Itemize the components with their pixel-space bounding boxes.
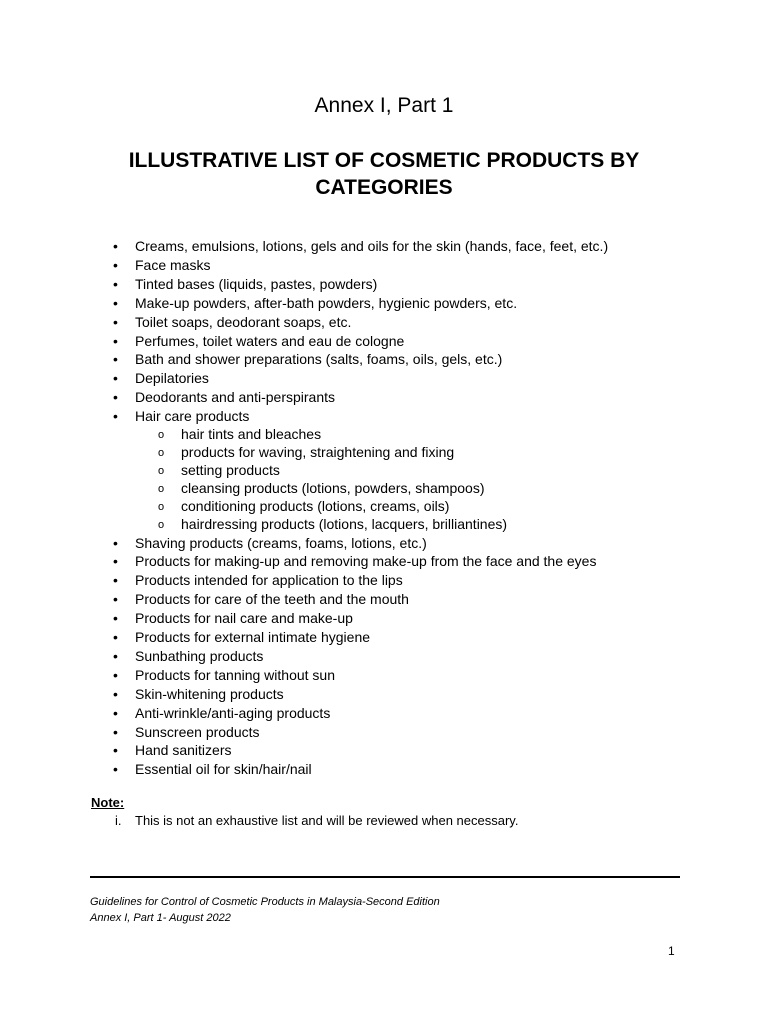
list-item: • Creams, emulsions, lotions, gels and oils for the skin (hands, face, feet, etc.) (110, 237, 608, 256)
list-item: • Deodorants and anti-perspirants (110, 388, 608, 407)
note-label: Note: (91, 795, 125, 810)
list-item: • Products for care of the teeth and the mouth (110, 590, 608, 609)
list-item: • Products intended for application to the lips (110, 571, 608, 590)
cosmetic-category-list (110, 237, 608, 779)
note-text: This is not an exhaustive list and will be reviewed when necessary. (135, 813, 519, 828)
list-item: • Perfumes, toilet waters and eau de cologne (110, 332, 608, 351)
hair-care-sublist (135, 426, 608, 533)
footer-document-title: Guidelines for Control of Cosmetic Products in Malaysia-Second Edition (90, 896, 440, 908)
list-item: • Bath and shower preparations (salts, foams, oils, gels, etc.) (110, 350, 608, 369)
list-item: • Shaving products (creams, foams, lotions, etc.) (110, 534, 608, 553)
sub-list-item: o hairdressing products (lotions, lacquers, brilliantines) (135, 516, 608, 534)
list-item: • Products for tanning without sun (110, 666, 608, 685)
list-item: • Products for external intimate hygiene (110, 628, 608, 647)
list-item: • Make-up powders, after-bath powders, hygienic powders, etc. (110, 294, 608, 313)
list-item: • Depilatories (110, 369, 608, 388)
sub-list-item: o cleansing products (lotions, powders, shampoos) (135, 480, 608, 498)
sub-list-item: o products for waving, straightening and fixing (135, 444, 608, 462)
list-item: • Face masks (110, 256, 608, 275)
list-item: • Products for nail care and make-up (110, 609, 608, 628)
sub-list-item: o conditioning products (lotions, creams, oils) (135, 498, 608, 516)
note-marker: i. (115, 813, 122, 828)
page-number: 1 (668, 944, 675, 958)
list-item: • Toilet soaps, deodorant soaps, etc. (110, 313, 608, 332)
list-item: • Anti-wrinkle/anti-aging products (110, 704, 608, 723)
list-item-label: Hair care products (135, 408, 250, 425)
note-item (91, 812, 518, 829)
page-title: ILLUSTRATIVE LIST OF COSMETIC PRODUCTS BY CATEGORIES (128, 149, 640, 199)
list-item: • Products for making-up and removing make-up from the face and the eyes (110, 552, 608, 571)
footer-section-date: Annex I, Part 1- August 2022 (90, 912, 231, 924)
footer-divider (90, 876, 680, 878)
sub-list-item: o hair tints and bleaches (135, 426, 608, 444)
list-item-hair-care (110, 407, 608, 533)
list-item: • Skin-whitening products (110, 685, 608, 704)
list-item: • Sunbathing products (110, 647, 608, 666)
list-item: • Tinted bases (liquids, pastes, powders) (110, 275, 608, 294)
sub-list-item: o setting products (135, 462, 608, 480)
list-item: • Hand sanitizers (110, 741, 608, 760)
list-item: • Sunscreen products (110, 723, 608, 742)
annex-title: Annex I, Part 1 (314, 94, 454, 117)
note-list (91, 812, 518, 829)
list-item: • Essential oil for skin/hair/nail (110, 760, 608, 779)
